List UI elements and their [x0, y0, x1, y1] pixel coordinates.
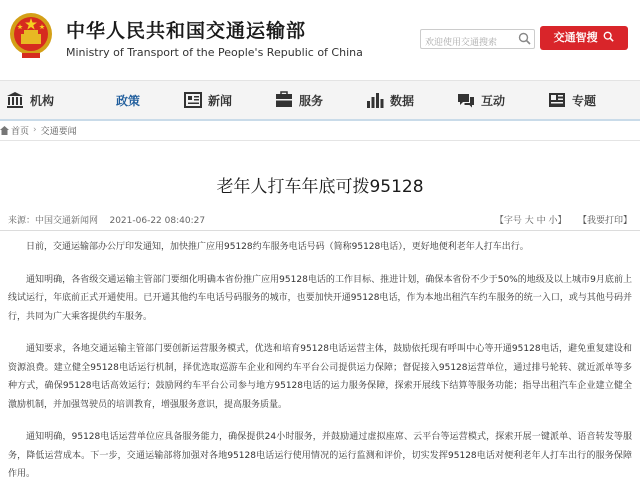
font-small-link[interactable]: 小 [548, 216, 558, 226]
nav-label: 机构 [30, 93, 55, 108]
breadcrumb-separator-icon: › [33, 125, 37, 135]
search-icon [603, 31, 614, 42]
search-input[interactable] [421, 35, 521, 51]
nav-label: 数据 [390, 93, 415, 108]
ministry-title-cn: 中华人民共和国交通运输部 [66, 20, 307, 42]
nav-item-fuwu[interactable] [275, 90, 323, 110]
smart-search-label: 交通智搜 [553, 31, 598, 44]
nav-item-zhuanti[interactable] [548, 90, 596, 110]
article-meta [8, 213, 632, 227]
breadcrumb [0, 122, 640, 138]
nav-label: 新闻 [208, 93, 233, 108]
building-icon [6, 91, 24, 109]
divider [0, 230, 640, 231]
topic-icon [548, 91, 566, 109]
breadcrumb-home-link[interactable]: 首页 [11, 126, 30, 137]
site-header [0, 0, 640, 80]
news-icon [184, 91, 202, 109]
article-title: 老年人打车年底可拨95128 [216, 177, 424, 197]
main-nav [0, 80, 640, 121]
ministry-title-en: Ministry of Transport of the People's Republic of China [66, 46, 363, 59]
font-size-label: 【字号 [494, 216, 522, 226]
smart-search-button[interactable] [540, 26, 628, 50]
nav-label: 专题 [572, 93, 597, 108]
nav-item-shuju[interactable] [366, 90, 414, 110]
article-paragraph: 日前，交通运输部办公厅印发通知，加快推广应用95128约车服务电话号码（简称95128电话），更好地便利老年人打车出行。 [26, 242, 529, 252]
article-body [8, 238, 632, 498]
article-paragraph: 通知要求，各地交通运输主管部门要创新运营服务模式，优选和培育95128电话运营主体，鼓励依托现有呼叫中心等开通95128电话，避免重复建设和资源浪费。建立健全95128电话运行机制，择优选取巡游车企业和网约车平台公司提供运力保障；督促接入95128运营单位，通过排号轮转、就近派单等多种方式，确保95128电话高效运行；鼓励网约车平台公司参与地方95128电话的运力服务保障，探索开展线下结算等服务功能；指导出租汽车企业建立健全激励机制，并加强驾驶员的培训教育，增强服务意识，提高服务质量。 [8, 344, 632, 410]
print-link[interactable]: 【我要打印】 [577, 216, 632, 226]
national-emblem-icon [8, 10, 54, 60]
article-date: 2021-06-22 08:40:27 [109, 216, 206, 226]
home-icon [0, 126, 9, 135]
nav-item-hudong[interactable] [457, 90, 505, 110]
chart-icon [366, 91, 384, 109]
article-paragraph: 通知明确，各省级交通运输主管部门要细化明确本省份推广应用95128电话的工作目标、推进计划，确保本省份不少于50%的地级及以上城市9月底前上线试运行，年底前正式开通使用。已开通其他约车电话号码服务的城市，也要加快开通95128电话，作为本地出租汽车约车服务的统一入口，或与其他号码并行，共同为广大乘客提供约车服务。 [8, 274, 632, 322]
nav-label: 政策 [116, 93, 141, 108]
nav-item-jigou[interactable] [6, 90, 54, 110]
nav-label: 服务 [299, 93, 324, 108]
service-icon [275, 91, 293, 109]
article-source: 来源：中国交通新闻网 [8, 216, 99, 226]
article-paragraph: 通知明确，95128电话运营单位应具备服务能力，确保提供24小时服务，并鼓励通过虚拟座席、云平台等运营模式，探索开展一键派单、语音转发等服务，降低运营成本。下一步，交通运输部将加强对各地95128电话运行使用情况的运行监测和评价，切实发挥95128电话对便利老年人打车出行的服务保障作用。 [8, 432, 632, 479]
divider [0, 140, 640, 141]
font-large-link[interactable]: 大 [524, 216, 534, 226]
search-box [420, 29, 535, 49]
nav-item-zhengce[interactable] [116, 90, 140, 110]
search-icon[interactable] [518, 32, 531, 45]
font-size-end: 】 [557, 216, 567, 226]
nav-item-xinwen[interactable] [184, 90, 232, 110]
chat-icon [457, 91, 475, 109]
nav-label: 互动 [481, 93, 506, 108]
article-tools [495, 213, 632, 226]
font-medium-link[interactable]: 中 [536, 216, 546, 226]
breadcrumb-section-link[interactable]: 交通要闻 [40, 126, 77, 137]
